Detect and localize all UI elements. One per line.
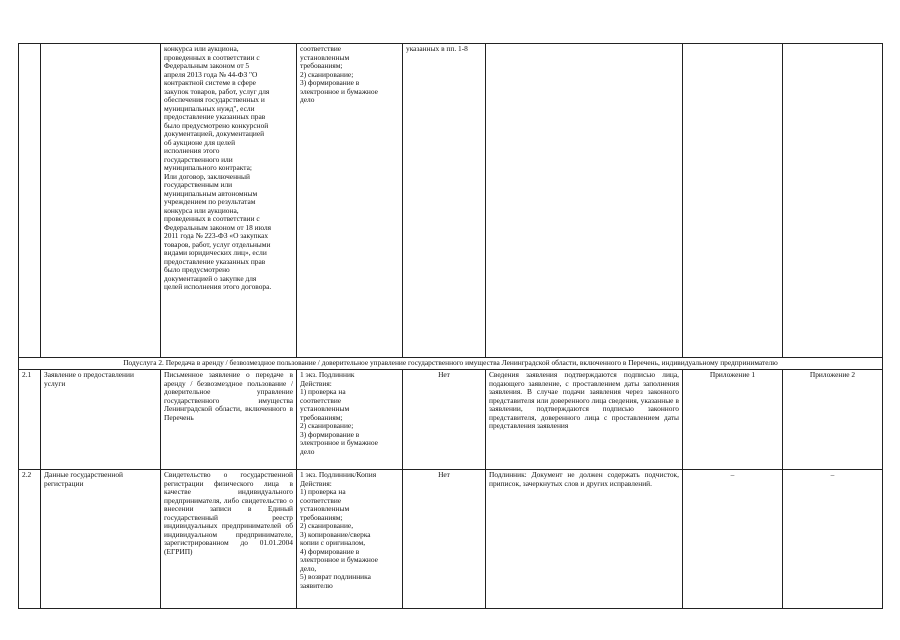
cont-num-cell [19, 44, 41, 358]
text-line: документацией, документацией [164, 129, 265, 138]
text-line: Или договор, заключенный [164, 171, 250, 181]
text-line: проведенных в соответствии с [164, 214, 260, 223]
row-number: 2.2 [19, 470, 41, 609]
text-line: электронное и бумажное [300, 86, 378, 96]
text-line: предоставление указанных прав [164, 112, 266, 121]
text-line: Федеральным законом от 5 [164, 61, 250, 70]
text-line: требованиям; [300, 512, 343, 522]
text-line: муниципальных нужд", если [164, 103, 255, 113]
text-line: конкурса или аукциона, [164, 44, 239, 53]
text-line: 2011 года № 223-ФЗ «О закупках [164, 231, 269, 240]
sample-reference: Приложение 2 [783, 370, 883, 470]
document-actions [297, 470, 403, 609]
cont-condition-cell [403, 44, 486, 358]
cont-requirements-cell [486, 44, 683, 358]
text-line: соответствие [300, 395, 342, 405]
document-actions [297, 370, 403, 470]
text-line: 3) копирование/сверка [300, 529, 371, 539]
text-line: 1) проверка на [300, 487, 346, 496]
text-line: конкурса или аукциона, [164, 205, 239, 215]
text-line: 4) формирование в [300, 546, 360, 556]
text-line: проведенных в соответствии с [164, 52, 260, 62]
text-line: требованиям; [300, 412, 343, 422]
text-line: документацией о закупке для [164, 273, 257, 283]
text-line: обеспечения государственных и [164, 95, 265, 104]
text-line: 1 экз. Подлинник/Копия [300, 470, 377, 479]
sample-reference: – [783, 470, 883, 609]
text-line: муниципальным автономным [164, 188, 258, 198]
text-line: государственным или [164, 180, 233, 189]
text-line: установленным [300, 404, 350, 413]
text-line: требованиям; [300, 61, 343, 70]
text-line: было предусмотрено [164, 265, 230, 274]
text-line: Действия: [300, 378, 332, 388]
text-line: дело, [300, 563, 317, 573]
text-line: было предусмотрено конкурсной [164, 120, 269, 130]
text-line: заявителю [300, 580, 333, 590]
text-line: 2) сканирование, [300, 521, 354, 530]
text-line: соответствие [300, 495, 342, 505]
text-line: 2) сканирование; [300, 421, 354, 430]
text-line: контрактной системе в сфере [164, 78, 256, 87]
text-line: электронное и бумажное [300, 438, 378, 447]
table-row [19, 470, 883, 609]
form-reference: Приложение 1 [683, 370, 783, 470]
text-line: 1 экз. Подлинник [300, 370, 355, 379]
text-line: Действия: [300, 478, 332, 488]
text-line: об аукционе для целей [164, 137, 236, 147]
text-line: указанных в пп. 1-8 [406, 44, 468, 53]
condition: Нет [403, 470, 486, 609]
subservice-heading: Подуслуга 2. Передача в аренду / безвозмездное пользование / доверительное управление государственного имущества Ленинградской области, включенного в Перечень, индивидуальному предпринимателю [19, 358, 883, 370]
text-line: 3) формирование в [300, 78, 360, 87]
text-line: электронное и бумажное [300, 555, 378, 564]
row-number: 2.1 [19, 370, 41, 470]
text-line: копии с оригиналом, [300, 538, 366, 547]
text-line: 2) сканирование; [300, 69, 354, 79]
text-line: установленным [300, 504, 350, 513]
document-name: Письменное заявление о передаче в аренду / безвозмездное пользование / доверительное управление государственного имущества Ленинградской области, включенного в Перечень [161, 370, 297, 470]
text-line: установленным [300, 52, 350, 62]
text-line: 5) возврат подлинника [300, 572, 371, 581]
text-line: Федеральным законом от 18 июля [164, 222, 272, 232]
text-line: государственного или [164, 154, 233, 164]
continuation-row [19, 44, 883, 358]
cont-sample-cell [783, 44, 883, 358]
cont-name-cell [41, 44, 161, 358]
form-reference: – [683, 470, 783, 609]
cont-document-cell [161, 44, 297, 358]
text-line: дело [300, 446, 315, 456]
text-line: дело [300, 95, 315, 104]
text-line: муниципального контракта; [164, 163, 252, 172]
requirements: Подлинник: Документ не должен содержать подчисток, приписок, зачеркнутых слов и других исправлений. [486, 470, 683, 609]
text-line: видами юридических лиц», если [164, 248, 267, 257]
condition: Нет [403, 370, 486, 470]
subservice-heading-row [19, 358, 883, 370]
requirements: Сведения заявления подтверждаются подписью лица, подающего заявление, с проставлением даты заполнения заявления. В случае подачи заявления через законного представителя или доверенного лица сведения, указанные в заявлении, подтверждаются подписью законного представителя, доверенного лица с проставлением даты представления заявления [486, 370, 683, 470]
cont-form-cell [683, 44, 783, 358]
table-row [19, 370, 883, 470]
services-table [18, 43, 883, 609]
text-line: 1) проверка на [300, 387, 346, 396]
text-line: предоставление указанных прав [164, 256, 266, 266]
text-line: целей исполнения этого договора. [164, 282, 272, 291]
text-line: исполнения этого [164, 146, 220, 155]
document-category: Данные государственной регистрации [41, 470, 161, 609]
document-category: Заявление о предоставлении услуги [41, 370, 161, 470]
text-line: товаров, работ, услуг отдельными [164, 239, 271, 249]
text-line: соответствие [300, 44, 342, 53]
text-line: 3) формирование в [300, 429, 360, 439]
text-line: учреждением по результатам [164, 197, 256, 206]
text-line: закупок товаров, работ, услуг для [164, 86, 270, 96]
cont-actions-cell [297, 44, 403, 358]
document-name: Свидетельство о государственной регистрации физического лица в качестве индивидуального предпринимателя, либо свидетельство о внесении записи в Единый государственный реестр индивидуальных предпринимателей об индивидуальном предпринимателе, зарегистрированном до 01.01.2004 (ЕГРИП) [161, 470, 297, 609]
text-line: апреля 2013 года № 44-ФЗ "О [164, 69, 258, 79]
